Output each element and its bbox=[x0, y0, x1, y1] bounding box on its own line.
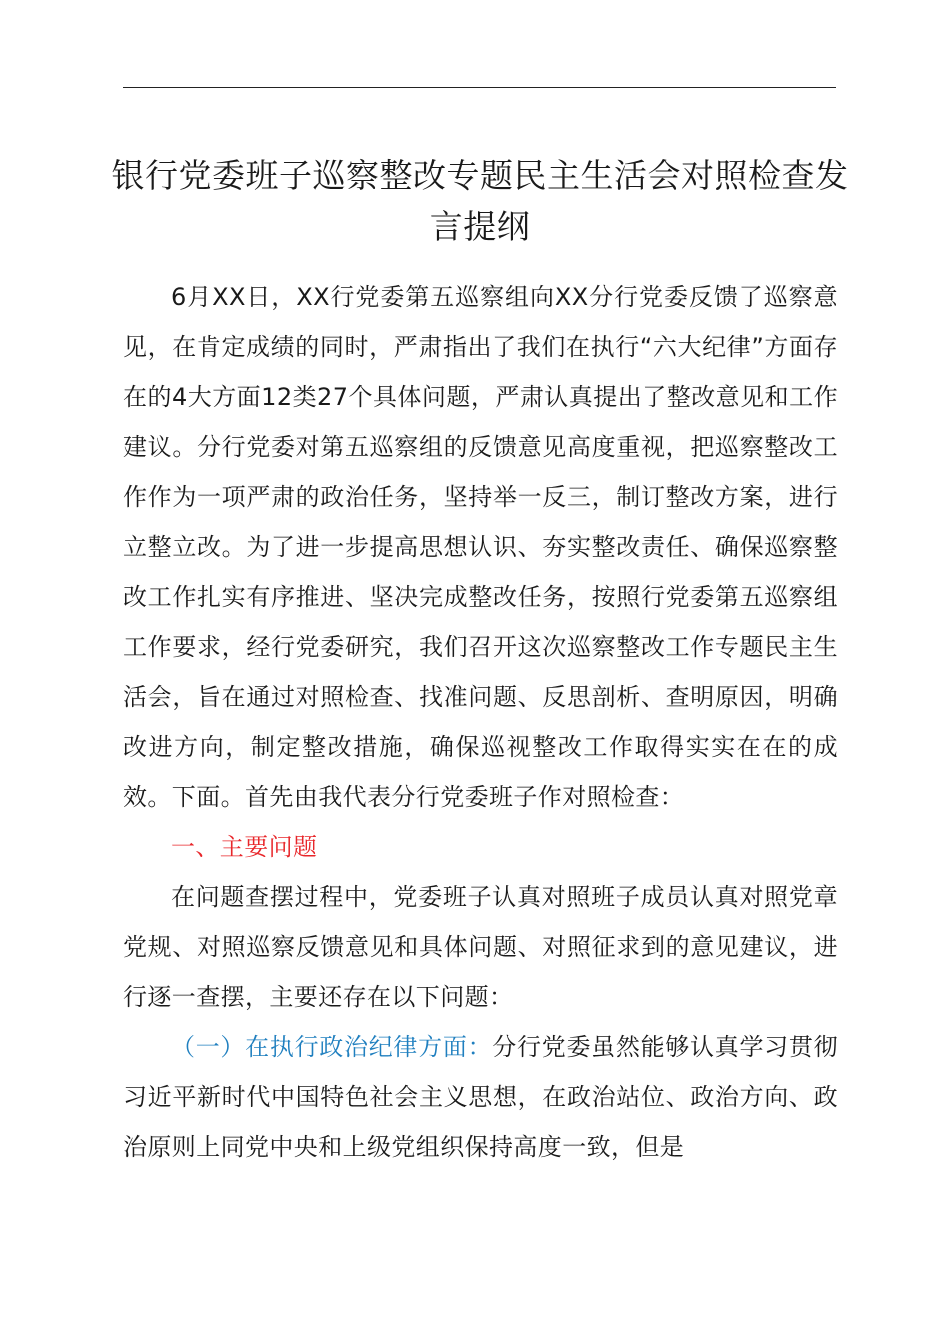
section-heading: 一、主要问题 bbox=[171, 833, 318, 861]
document-title: 银行党委班子巡察整改专题民主生活会对照检查发言提纲 bbox=[111, 156, 849, 246]
header-rule bbox=[123, 87, 836, 88]
problem-intro-paragraph: 在问题查摆过程中，党委班子认真对照班子成员认真对照党章党规、对照巡察反馈意见和具体问题、对照征求到的意见建议，进行逐一查摆，主要还存在以下问题： bbox=[123, 883, 838, 1011]
intro-paragraph: 6月XX日，XX行党委第五巡察组向XX分行党委反馈了巡察意见，在肯定成绩的同时，严肃指出了我们在执行“六大纪律”方面存在的4大方面12类27个具体问题，严肃认真提出了整改意见和工作建议。分行党委对第五巡察组的反馈意见高度重视，把巡察整改工作作为一项严肃的政治任务，坚持举一反三，制订整改方案，进行立整立改。为了进一步提高思想认识、夯实整改责任、确保巡察整改工作扎实有序推进、坚决完成整改任务，按照行党委第五巡察组工作要求，经行党委研究，我们召开这次巡察整改工作专题民主生活会，旨在通过对照检查、找准问题、反思剖析、查明原因，明确改进方向，制定整改措施，确保巡视整改工作取得实实在在的成效。下面。首先由我代表分行党委班子作对照检查： bbox=[123, 283, 838, 811]
subsection-text: 分行党委虽然能够认真学习贯彻习近平新时代中国特色社会主义思想，在政治站位、政治方向、政治原则上同党中央和上级党组织保持高度一致，但是 bbox=[123, 1033, 838, 1161]
subsection-heading: （一）在执行政治纪律方面： bbox=[171, 1033, 493, 1061]
subsection-paragraph bbox=[123, 1022, 838, 1172]
document-body bbox=[123, 272, 838, 1172]
